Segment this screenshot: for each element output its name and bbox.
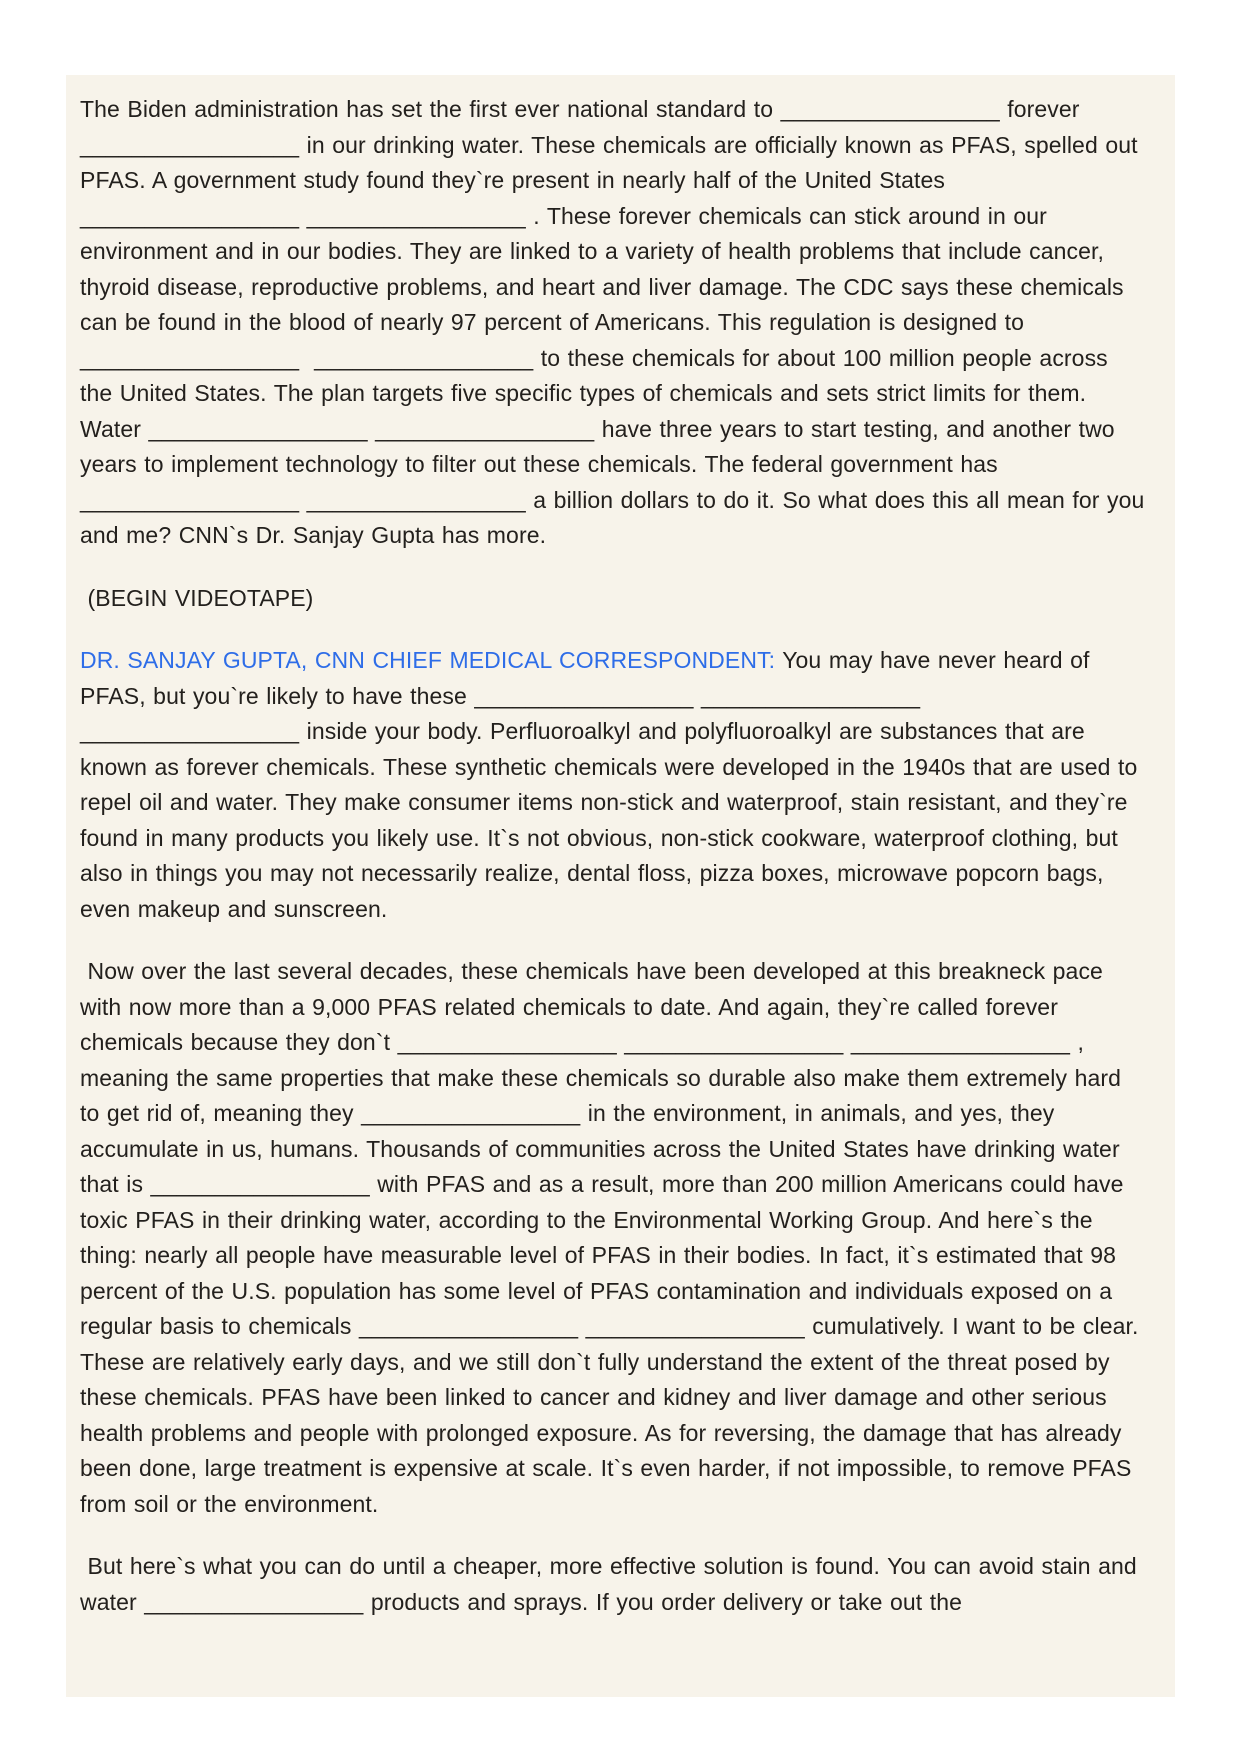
transcript-paragraph-gupta-1	[80, 643, 1145, 927]
speaker-name: DR. SANJAY GUPTA, CNN CHIEF MEDICAL CORRESPONDENT:	[80, 647, 776, 673]
transcript-paragraph-gupta-2: Now over the last several decades, these chemicals have been developed at this breakneck pace with now more than a 9,000 PFAS related chemicals to date. And again, they`re called forever chemicals because they don`t _________________ _________________ _________________ , meaning the same properties that make these chemicals so durable also make them extremely hard to get rid of, meaning they _________________ in the environment, in animals, and yes, they accumulate in us, humans. Thousands of communities across the United States have drinking water that is _________________ with PFAS and as a result, more than 200 million Americans could have toxic PFAS in their drinking water, according to the Environmental Working Group. And here`s the thing: nearly all people have measurable level of PFAS in their bodies. In fact, it`s estimated that 98 percent of the U.S. population has some level of PFAS contamination and individuals exposed on a regular basis to chemicals _________________ _________________ cumulatively. I want to be clear. These are relatively early days, and we still don`t fully understand the extent of the threat posed by these chemicals. PFAS have been linked to cancer and kidney and liver damage and other serious health problems and people with prolonged exposure. As for reversing, the damage that has already been done, large treatment is expensive at scale. It`s even harder, if not impossible, to remove PFAS from soil or the environment.	[80, 958, 1146, 1517]
transcript-sheet	[66, 75, 1175, 1697]
transcript-paragraph-intro: The Biden administration has set the first ever national standard to _________________ forever _________________ in our drinking water. These chemicals are officially known as PFAS, spelled out PFAS. A government study found they`re present in nearly half of the United States _________________ _________________ . These forever chemicals can stick around in our environment and in our bodies. They are linked to a variety of health problems that include cancer, thyroid disease, reproductive problems, and heart and liver damage. The CDC says these chemicals can be found in the blood of nearly 97 percent of Americans. This regulation is designed to _________________ _________________ to these chemicals for about 100 million people across the United States. The plan targets five specific types of chemicals and sets strict limits for them. Water _________________ _________________ have three years to start testing, and another two years to implement technology to filter out these chemicals. The federal government has _________________ _________________ a billion dollars to do it. So what does this all mean for you and me? CNN`s Dr. Sanjay Gupta has more.	[80, 96, 1152, 548]
transcript-stage-direction: (BEGIN VIDEOTAPE)	[80, 584, 314, 611]
transcript-paragraph-gupta-3: But here`s what you can do until a cheaper, more effective solution is found. You can avoid stain and water _________________ products and sprays. If you order delivery or take out the	[80, 1553, 1145, 1615]
speaker-statement: You may have never heard of PFAS, but you`re likely to have these _________________ _________________ _________________ inside your body. Perfluoroalkyl and polyfluoroalkyl are substances that are known as forever chemicals. These synthetic chemicals were developed in the 1940s that are used to repel oil and water. They make consumer items non-stick and waterproof, stain resistant, and they`re found in many products you likely use. It`s not obvious, non-stick cookware, waterproof clothing, but also in things you may not necessarily realize, dental floss, pizza boxes, microwave popcorn bags, even makeup and sunscreen.	[80, 647, 1145, 922]
